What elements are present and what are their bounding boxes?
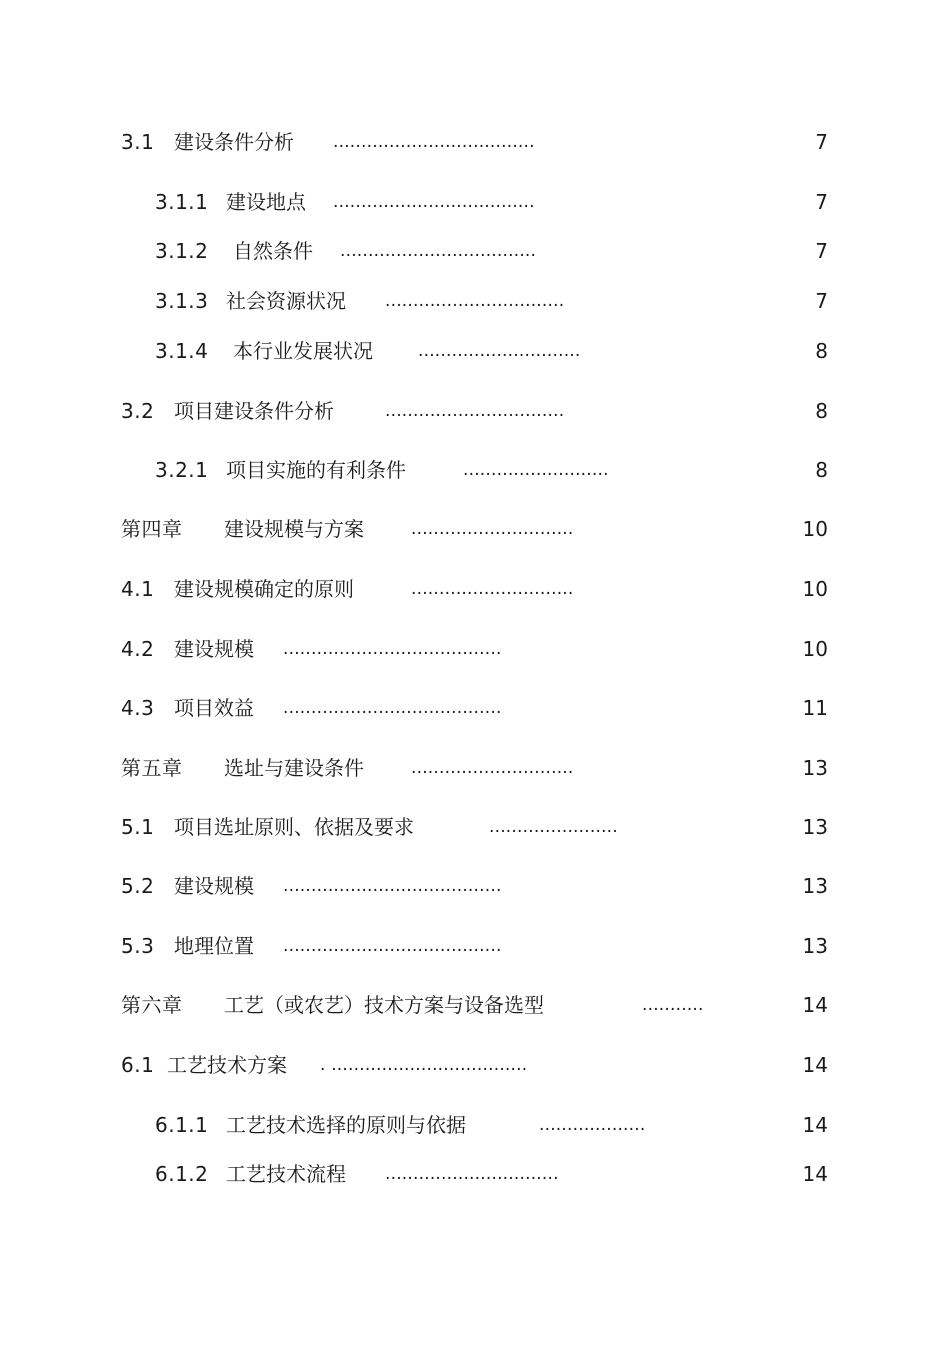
toc-entry-title: 地理位置: [174, 934, 254, 958]
toc-leader-dots: .......................................: [283, 698, 502, 718]
toc-entry[interactable]: [0, 396, 950, 426]
toc-entry-title: 建设规模: [174, 637, 254, 661]
toc-entry-title: 工艺技术方案: [167, 1053, 287, 1077]
toc-page-number: 7: [815, 289, 828, 313]
toc-entry-number: 3.2: [121, 399, 155, 423]
toc-entry[interactable]: [0, 127, 950, 157]
toc-entry-title: 工艺技术选择的原则与依据: [226, 1113, 466, 1137]
toc-entry[interactable]: [0, 187, 950, 217]
toc-entry-number: 3.1.4: [155, 339, 209, 363]
toc-page-number: 13: [802, 874, 828, 898]
toc-entry[interactable]: [0, 336, 950, 366]
toc-entry-title: 建设地点: [226, 190, 306, 214]
toc-page-number: 14: [802, 1113, 828, 1137]
toc-leader-dots: ..........................: [463, 460, 609, 480]
toc-entry-title: 建设规模: [174, 874, 254, 898]
toc-page-number: 13: [802, 756, 828, 780]
toc-page-number: 10: [802, 517, 828, 541]
toc-leader-dots: ....................................: [333, 132, 535, 152]
toc-entry-title: 建设规模与方案: [224, 517, 364, 541]
toc-entry[interactable]: [0, 514, 950, 544]
toc-page-number: 14: [802, 1053, 828, 1077]
toc-entry[interactable]: [0, 455, 950, 485]
toc-entry-number: 第六章: [121, 993, 183, 1017]
toc-leader-dots: ................................: [385, 291, 565, 311]
toc-leader-dots: ....................................: [333, 192, 535, 212]
toc-page-number: 13: [802, 815, 828, 839]
toc-page-number: 8: [815, 458, 828, 482]
toc-entry-number: 6.1: [121, 1053, 155, 1077]
toc-leader-dots: ................................: [385, 401, 565, 421]
toc-entry-number: 3.1.3: [155, 289, 209, 313]
toc-leader-dots: .............................: [411, 519, 574, 539]
toc-entry[interactable]: [0, 286, 950, 316]
toc-page-number: 13: [802, 934, 828, 958]
toc-entry-title: 工艺（或农艺）技术方案与设备选型: [224, 993, 544, 1017]
toc-entry-number: 3.2.1: [155, 458, 209, 482]
toc-page-number: 10: [802, 577, 828, 601]
toc-leader-dots: .......................: [489, 817, 618, 837]
toc-entry[interactable]: [0, 990, 950, 1020]
toc-entry-number: 5.2: [121, 874, 155, 898]
toc-page-number: 8: [815, 399, 828, 423]
toc-entry-number: 4.2: [121, 637, 155, 661]
toc-leader-dots: .......................................: [283, 639, 502, 659]
toc-leader-dots: . ...................................: [320, 1055, 528, 1075]
toc-entry-number: 4.3: [121, 696, 155, 720]
toc-entry[interactable]: [0, 1159, 950, 1189]
toc-leader-dots: .......................................: [283, 936, 502, 956]
toc-entry-title: 工艺技术流程: [226, 1162, 346, 1186]
toc-leader-dots: .............................: [411, 579, 574, 599]
toc-entry[interactable]: [0, 574, 950, 604]
toc-entry[interactable]: [0, 753, 950, 783]
toc-entry-number: 3.1.1: [155, 190, 209, 214]
toc-entry[interactable]: [0, 931, 950, 961]
toc-leader-dots: ...........: [642, 995, 704, 1015]
toc-entry-number: 3.1: [121, 130, 155, 154]
toc-page-number: 14: [802, 993, 828, 1017]
toc-leader-dots: .......................................: [283, 876, 502, 896]
toc-leader-dots: .............................: [411, 758, 574, 778]
toc-leader-dots: .............................: [418, 341, 581, 361]
toc-leader-dots: ...............................: [385, 1164, 559, 1184]
toc-leader-dots: ...................................: [340, 241, 537, 261]
toc-entry-number: 3.1.2: [155, 239, 209, 263]
toc-page-number: 11: [802, 696, 828, 720]
toc-entry-title: 建设条件分析: [174, 130, 294, 154]
toc-entry-title: 项目实施的有利条件: [226, 458, 406, 482]
toc-entry-number: 5.1: [121, 815, 155, 839]
toc-entry[interactable]: [0, 693, 950, 723]
toc-page-number: 7: [815, 130, 828, 154]
toc-page-number: 7: [815, 239, 828, 263]
toc-entry[interactable]: [0, 634, 950, 664]
toc-entry-number: 6.1.1: [155, 1113, 209, 1137]
toc-entry-title: 自然条件: [233, 239, 313, 263]
toc-entry-number: 第五章: [121, 756, 183, 780]
toc-leader-dots: ...................: [539, 1115, 646, 1135]
toc-entry-title: 建设规模确定的原则: [174, 577, 354, 601]
toc-page-number: 7: [815, 190, 828, 214]
toc-entry-title: 选址与建设条件: [224, 756, 364, 780]
toc-entry[interactable]: [0, 1050, 950, 1080]
toc-entry-title: 项目效益: [174, 696, 254, 720]
toc-page-number: 14: [802, 1162, 828, 1186]
toc-entry[interactable]: [0, 236, 950, 266]
toc-entry-title: 本行业发展状况: [233, 339, 373, 363]
toc-entry[interactable]: [0, 871, 950, 901]
toc-entry-number: 5.3: [121, 934, 155, 958]
toc-entry-title: 项目建设条件分析: [174, 399, 334, 423]
toc-entry[interactable]: [0, 812, 950, 842]
toc-entry-number: 6.1.2: [155, 1162, 209, 1186]
toc-entry-title: 项目选址原则、依据及要求: [174, 815, 414, 839]
toc-entry-title: 社会资源状况: [226, 289, 346, 313]
toc-entry-number: 第四章: [121, 517, 183, 541]
toc-entry[interactable]: [0, 1110, 950, 1140]
toc-page-number: 8: [815, 339, 828, 363]
toc-entry-number: 4.1: [121, 577, 155, 601]
toc-page-number: 10: [802, 637, 828, 661]
